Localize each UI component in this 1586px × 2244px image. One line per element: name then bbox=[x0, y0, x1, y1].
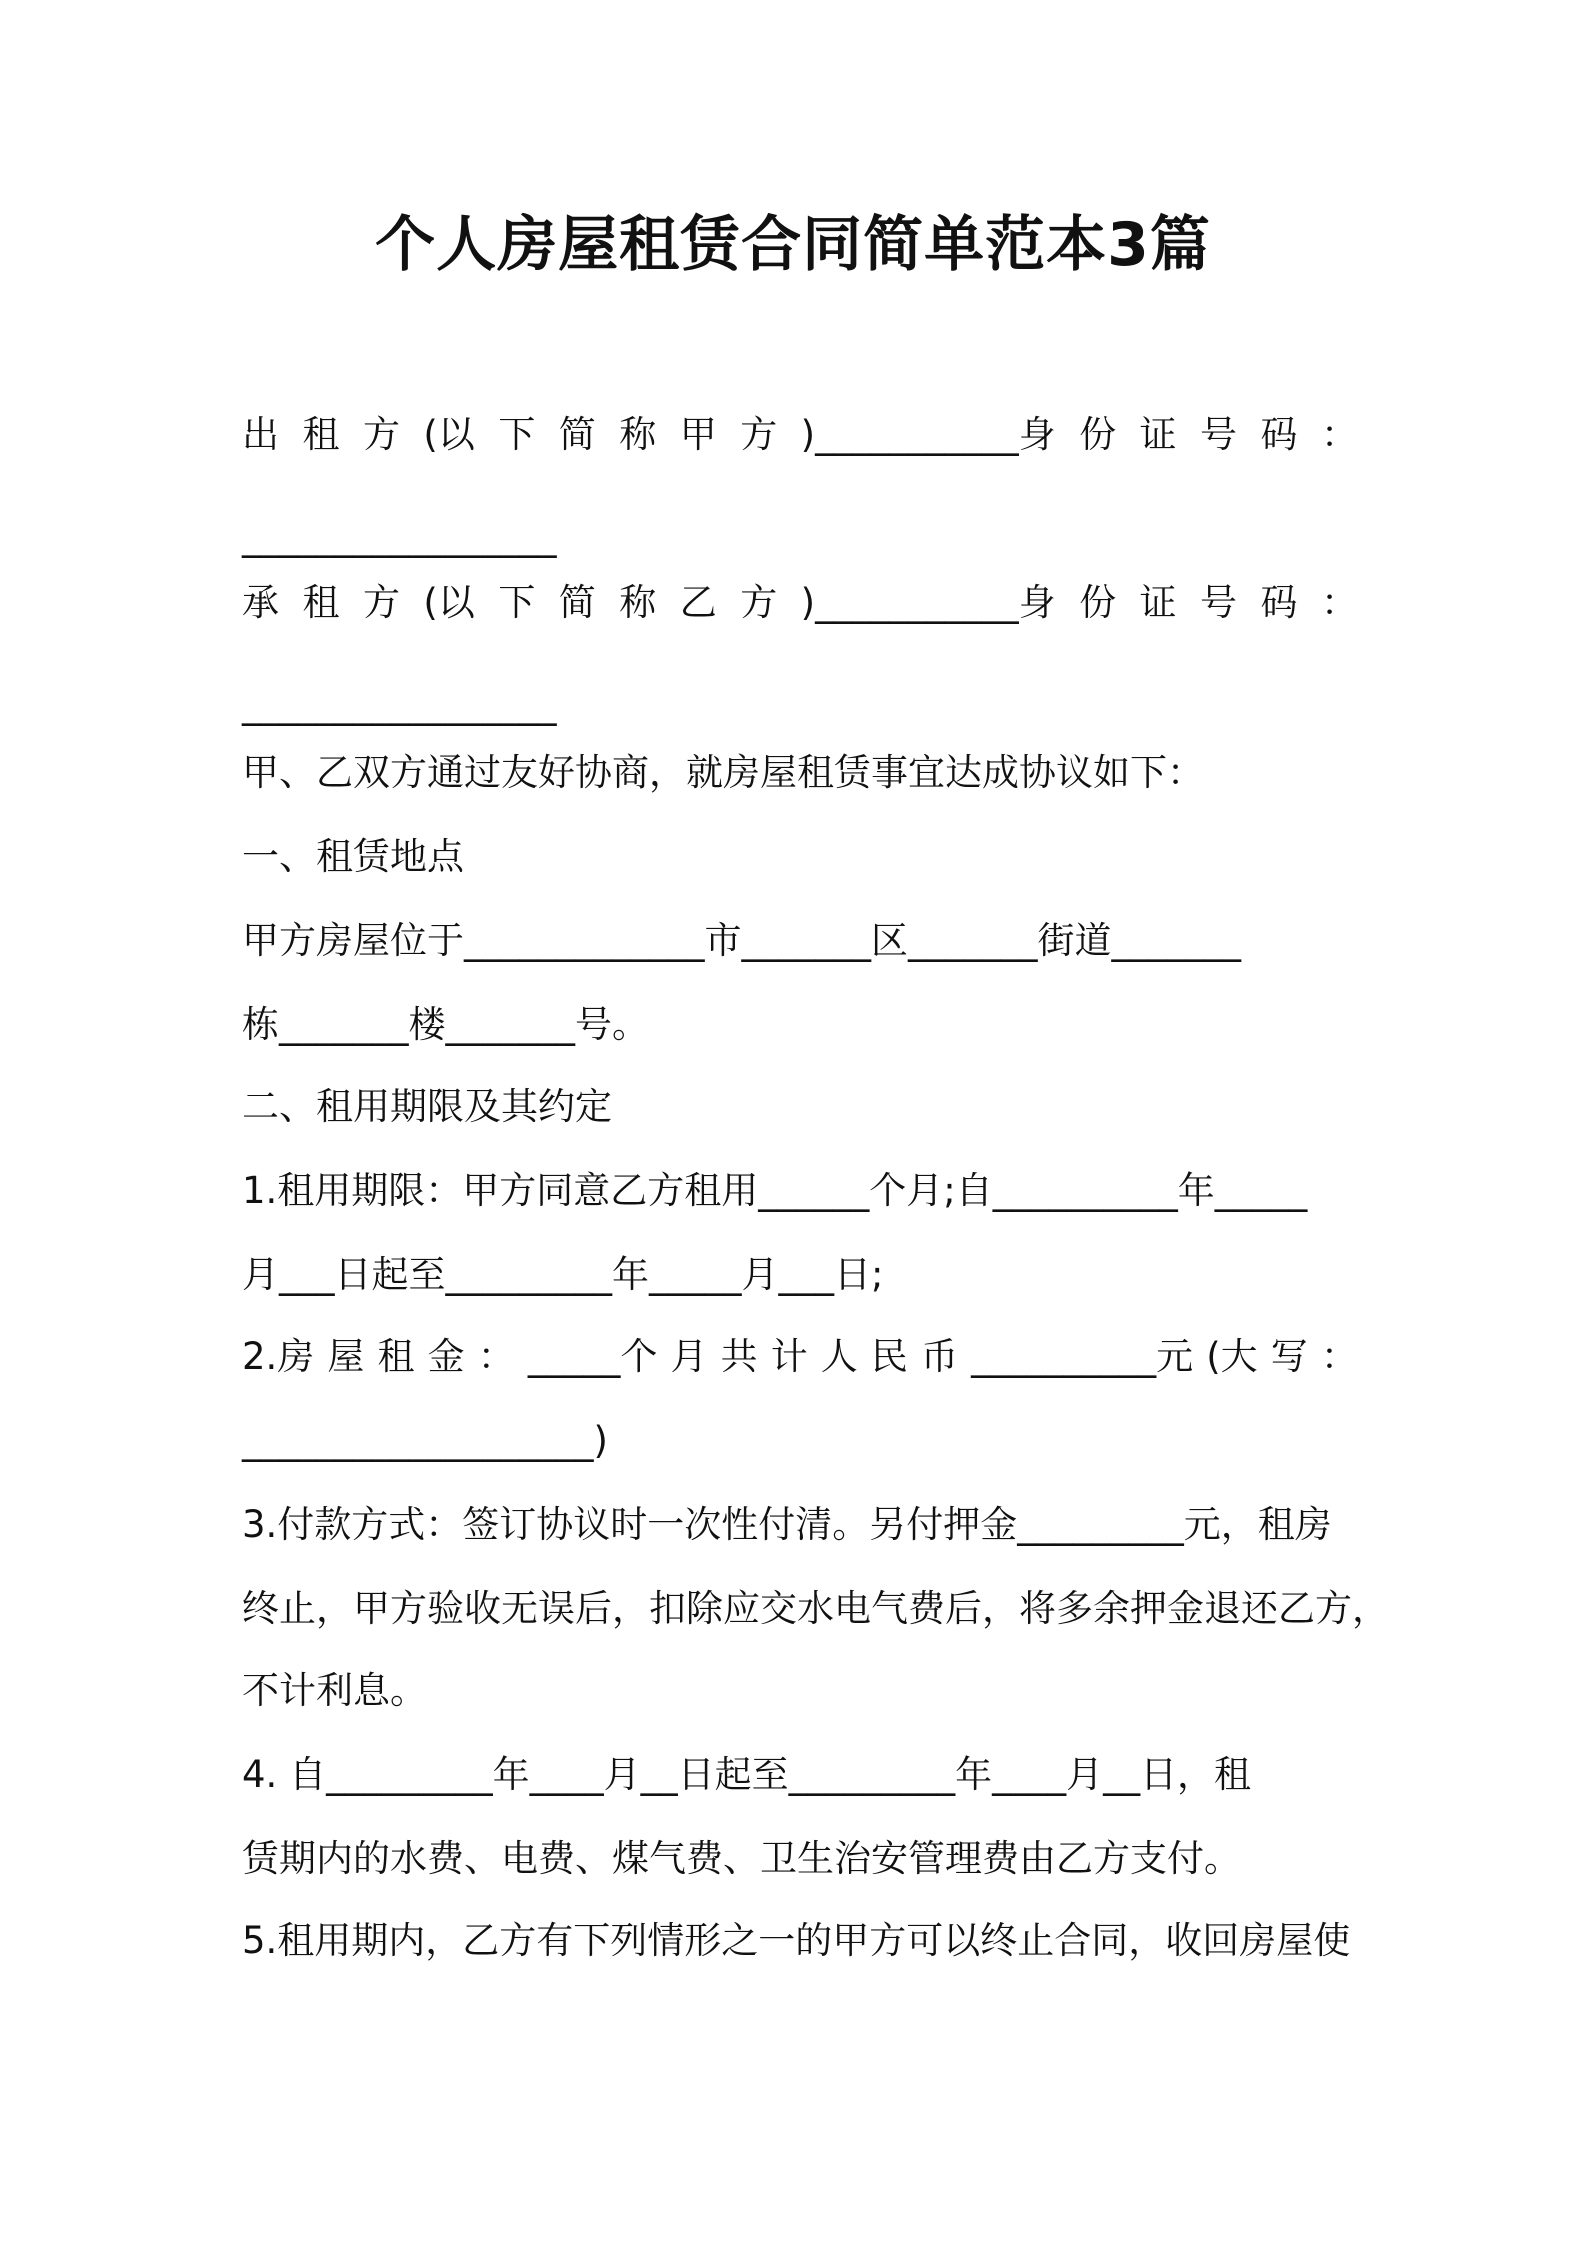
lessor-line-part: 甲 bbox=[679, 413, 717, 456]
location-line: 栋_______楼_______号。 bbox=[242, 1003, 649, 1046]
lessor-line-part: 号 bbox=[1200, 413, 1237, 456]
term-line: 月___日起至_________年_____月___日; bbox=[242, 1253, 884, 1296]
rent-line-part: _____个 bbox=[527, 1335, 658, 1378]
lessor-line-part: 出 bbox=[242, 413, 279, 456]
term-line: 1.租用期限：甲方同意乙方租用______个月;自__________年_____ bbox=[242, 1169, 1308, 1212]
lessor-line-part: 方 bbox=[362, 413, 400, 456]
lessee-line-part: 称 bbox=[619, 581, 657, 624]
intro-paragraph: 甲、乙双方通过友好协商，就房屋租赁事宜达成协议如下： bbox=[242, 751, 1204, 794]
lessee-id-blank: _________________ bbox=[242, 683, 557, 726]
lessee-line-part: 简 bbox=[558, 581, 596, 624]
rent-line-part: 月 bbox=[670, 1335, 708, 1378]
rent-line-part: ： bbox=[1320, 1335, 1358, 1378]
lessee-line-part: ： bbox=[1320, 581, 1358, 624]
lessor-line-part: (以 bbox=[423, 413, 475, 456]
rent-line-part: 屋 bbox=[327, 1335, 365, 1378]
rent-line-part: 计 bbox=[770, 1335, 808, 1378]
lessor-line-part: 租 bbox=[302, 413, 340, 456]
document-title: 个人房屋租赁合同简单范本3篇 bbox=[375, 210, 1211, 280]
rent-line-part: (大 bbox=[1206, 1335, 1258, 1378]
rent-line-part: 2.房 bbox=[242, 1335, 315, 1378]
rent-line-part: ： bbox=[477, 1335, 515, 1378]
lessor-line-part: 码 bbox=[1260, 413, 1298, 456]
rent-line bbox=[242, 1332, 1358, 1382]
rent-line-part: 租 bbox=[377, 1335, 415, 1378]
lessee-line-part: 方 bbox=[740, 581, 778, 624]
section-heading-term: 二、租用期限及其约定 bbox=[242, 1085, 612, 1128]
lessor-line-part: 称 bbox=[619, 413, 657, 456]
lessor-line-part: 证 bbox=[1139, 413, 1177, 456]
lessor-line-part: 简 bbox=[558, 413, 596, 456]
lessee-line-part: 份 bbox=[1079, 581, 1117, 624]
rent-line: ___________________) bbox=[242, 1419, 608, 1462]
location-line: 甲方房屋位于_____________市_______区_______街道_______ bbox=[242, 919, 1241, 962]
lessor-id-blank: _________________ bbox=[242, 515, 557, 558]
payment-line: 终止，甲方验收无误后，扣除应交水电气费后，将多余押金退还乙方， bbox=[242, 1587, 1389, 1630]
lessee-line-part: )___________身 bbox=[800, 581, 1056, 624]
lessor-line-part: 下 bbox=[498, 413, 536, 456]
lessee-line-part: 租 bbox=[302, 581, 340, 624]
lessee-line-part: 码 bbox=[1260, 581, 1298, 624]
lessor-line-part: )___________身 bbox=[800, 413, 1056, 456]
rent-line-part: 人 bbox=[820, 1335, 858, 1378]
lessee-line-part: 号 bbox=[1200, 581, 1237, 624]
rent-line-part: 共 bbox=[720, 1335, 758, 1378]
rent-line-part: 币 bbox=[921, 1335, 959, 1378]
rent-line-part: __________元 bbox=[971, 1335, 1194, 1378]
fees-line: 赁期内的水费、电费、煤气费、卫生治安管理费由乙方支付。 bbox=[242, 1837, 1241, 1880]
lessee-line bbox=[242, 578, 1358, 628]
lessee-line-part: 下 bbox=[498, 581, 536, 624]
rent-line-part: 写 bbox=[1270, 1335, 1308, 1378]
lessee-line-part: 方 bbox=[362, 581, 400, 624]
payment-line: 不计利息。 bbox=[242, 1669, 427, 1712]
lessor-line-part: ： bbox=[1320, 413, 1358, 456]
rent-line-part: 金 bbox=[427, 1335, 465, 1378]
section-heading-location: 一、租赁地点 bbox=[242, 835, 464, 878]
payment-line: 3.付款方式：签订协议时一次性付清。另付押金_________元，租房 bbox=[242, 1503, 1332, 1546]
rent-line-part: 民 bbox=[870, 1335, 908, 1378]
lessor-line-part: 方 bbox=[740, 413, 778, 456]
lessee-line-part: 证 bbox=[1139, 581, 1177, 624]
fees-line: 4. 自_________年____月__日起至_________年____月__日，租 bbox=[242, 1753, 1252, 1796]
lessor-line-part: 份 bbox=[1079, 413, 1117, 456]
lessor-line bbox=[242, 410, 1358, 460]
lessee-line-part: 承 bbox=[242, 581, 279, 624]
lessee-line-part: 乙 bbox=[679, 581, 717, 624]
lessee-line-part: (以 bbox=[423, 581, 475, 624]
termination-line: 5.租用期内，乙方有下列情形之一的甲方可以终止合同，收回房屋使 bbox=[242, 1919, 1351, 1962]
